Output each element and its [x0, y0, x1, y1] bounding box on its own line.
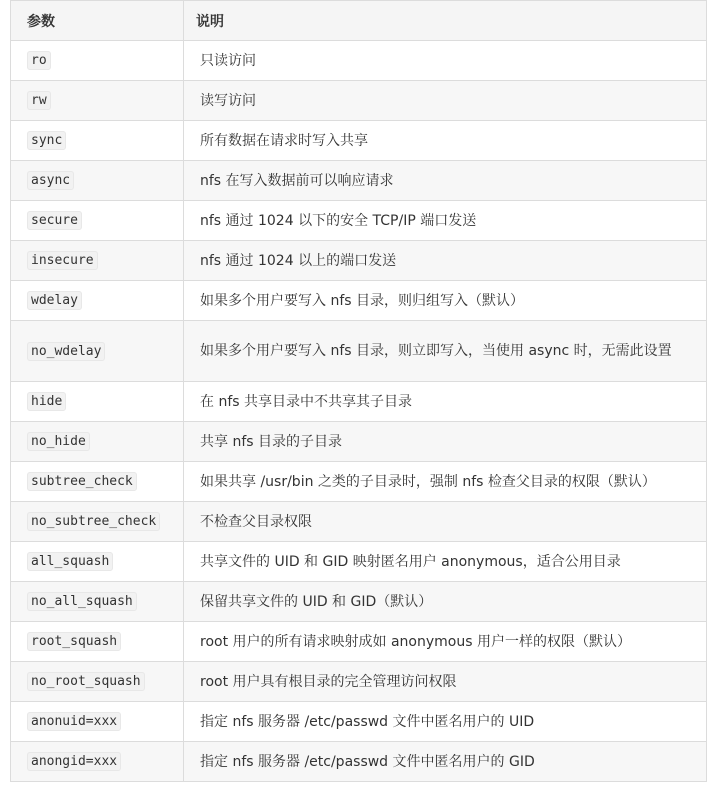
- header-row: [11, 1, 707, 41]
- description-cell: 所有数据在请求时写入共享: [184, 121, 707, 161]
- description-cell: nfs 通过 1024 以下的安全 TCP/IP 端口发送: [184, 201, 707, 241]
- description-cell: 如果多个用户要写入 nfs 目录，则立即写入，当使用 async 时，无需此设置: [184, 321, 707, 382]
- param-code: subtree_check: [27, 472, 137, 491]
- description-cell: 如果多个用户要写入 nfs 目录，则归组写入（默认）: [184, 281, 707, 321]
- header-param: 参数: [11, 1, 184, 41]
- param-code: no_hide: [27, 432, 90, 451]
- table-row: [11, 422, 707, 462]
- param-cell: [11, 662, 184, 702]
- param-code: no_subtree_check: [27, 512, 160, 531]
- table-row: [11, 662, 707, 702]
- table-row: [11, 81, 707, 121]
- param-cell: [11, 241, 184, 281]
- table-row: [11, 382, 707, 422]
- description-cell: nfs 在写入数据前可以响应请求: [184, 161, 707, 201]
- param-code: hide: [27, 392, 66, 411]
- param-code: all_squash: [27, 552, 113, 571]
- param-cell: [11, 201, 184, 241]
- table-header: [11, 1, 707, 41]
- table-row: [11, 201, 707, 241]
- description-cell: 共享文件的 UID 和 GID 映射匿名用户 anonymous，适合公用目录: [184, 542, 707, 582]
- table-row: [11, 281, 707, 321]
- param-code: anongid=xxx: [27, 752, 121, 771]
- table-row: [11, 742, 707, 782]
- description-cell: 保留共享文件的 UID 和 GID（默认）: [184, 582, 707, 622]
- header-description: 说明: [184, 1, 707, 41]
- param-code: no_all_squash: [27, 592, 137, 611]
- description-cell: 共享 nfs 目录的子目录: [184, 422, 707, 462]
- param-code: root_squash: [27, 632, 121, 651]
- param-cell: [11, 121, 184, 161]
- description-cell: 指定 nfs 服务器 /etc/passwd 文件中匿名用户的 UID: [184, 702, 707, 742]
- description-cell: root 用户具有根目录的完全管理访问权限: [184, 662, 707, 702]
- param-code: secure: [27, 211, 82, 230]
- param-code: no_root_squash: [27, 672, 145, 691]
- description-cell: 只读访问: [184, 41, 707, 81]
- param-code: ro: [27, 51, 51, 70]
- param-cell: [11, 41, 184, 81]
- param-cell: [11, 702, 184, 742]
- table-row: [11, 622, 707, 662]
- param-cell: [11, 281, 184, 321]
- nfs-options-table-container: [10, 0, 706, 782]
- table-row: [11, 241, 707, 281]
- param-code: wdelay: [27, 291, 82, 310]
- param-code: no_wdelay: [27, 342, 105, 361]
- table-row: [11, 161, 707, 201]
- table-row: [11, 502, 707, 542]
- nfs-options-table: [10, 0, 707, 782]
- param-cell: [11, 161, 184, 201]
- param-cell: [11, 462, 184, 502]
- param-cell: [11, 742, 184, 782]
- param-cell: [11, 81, 184, 121]
- table-row: [11, 702, 707, 742]
- param-cell: [11, 622, 184, 662]
- param-cell: [11, 321, 184, 382]
- param-code: async: [27, 171, 74, 190]
- description-cell: 指定 nfs 服务器 /etc/passwd 文件中匿名用户的 GID: [184, 742, 707, 782]
- param-cell: [11, 422, 184, 462]
- param-code: rw: [27, 91, 51, 110]
- table-row: [11, 462, 707, 502]
- table-row: [11, 582, 707, 622]
- table-row: [11, 321, 707, 382]
- table-row: [11, 121, 707, 161]
- param-cell: [11, 542, 184, 582]
- table-body: [11, 41, 707, 782]
- table-row: [11, 41, 707, 81]
- param-code: anonuid=xxx: [27, 712, 121, 731]
- param-cell: [11, 382, 184, 422]
- param-cell: [11, 502, 184, 542]
- description-cell: 如果共享 /usr/bin 之类的子目录时，强制 nfs 检查父目录的权限（默认）: [184, 462, 707, 502]
- table-row: [11, 542, 707, 582]
- param-code: insecure: [27, 251, 98, 270]
- param-cell: [11, 582, 184, 622]
- description-cell: 不检查父目录权限: [184, 502, 707, 542]
- param-code: sync: [27, 131, 66, 150]
- description-cell: root 用户的所有请求映射成如 anonymous 用户一样的权限（默认）: [184, 622, 707, 662]
- description-cell: nfs 通过 1024 以上的端口发送: [184, 241, 707, 281]
- description-cell: 读写访问: [184, 81, 707, 121]
- description-cell: 在 nfs 共享目录中不共享其子目录: [184, 382, 707, 422]
